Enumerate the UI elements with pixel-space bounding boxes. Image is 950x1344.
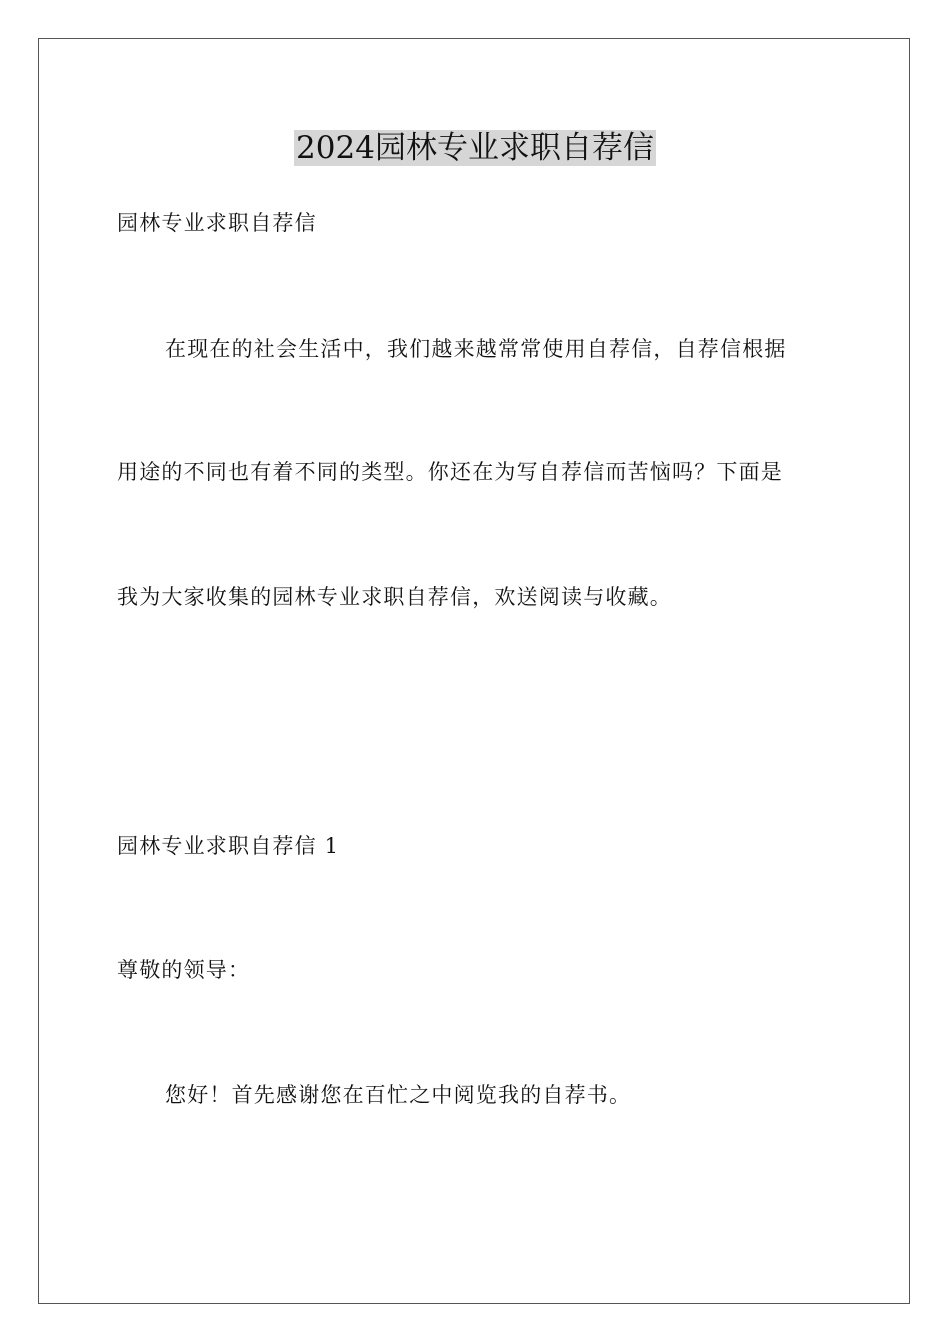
intro-line-1: 在现在的社会生活中，我们越来越常常使用自荐信，自荐信根据 <box>165 337 787 361</box>
section-heading: 园林专业求职自荐信 1 <box>117 834 340 858</box>
greeting-line: 您好！首先感谢您在百忙之中阅览我的自荐书。 <box>165 1083 632 1107</box>
intro-line-3: 我为大家收集的园林专业求职自荐信，欢送阅读与收藏。 <box>117 585 672 609</box>
intro-line-2: 用途的不同也有着不同的类型。你还在为写自荐信而苦恼吗？下面是 <box>117 460 783 484</box>
document-subtitle: 园林专业求职自荐信 <box>117 211 317 235</box>
salutation: 尊敬的领导： <box>117 958 251 982</box>
document-title <box>0 126 950 170</box>
document-title-text: 2024园林专业求职自荐信 <box>296 130 654 166</box>
